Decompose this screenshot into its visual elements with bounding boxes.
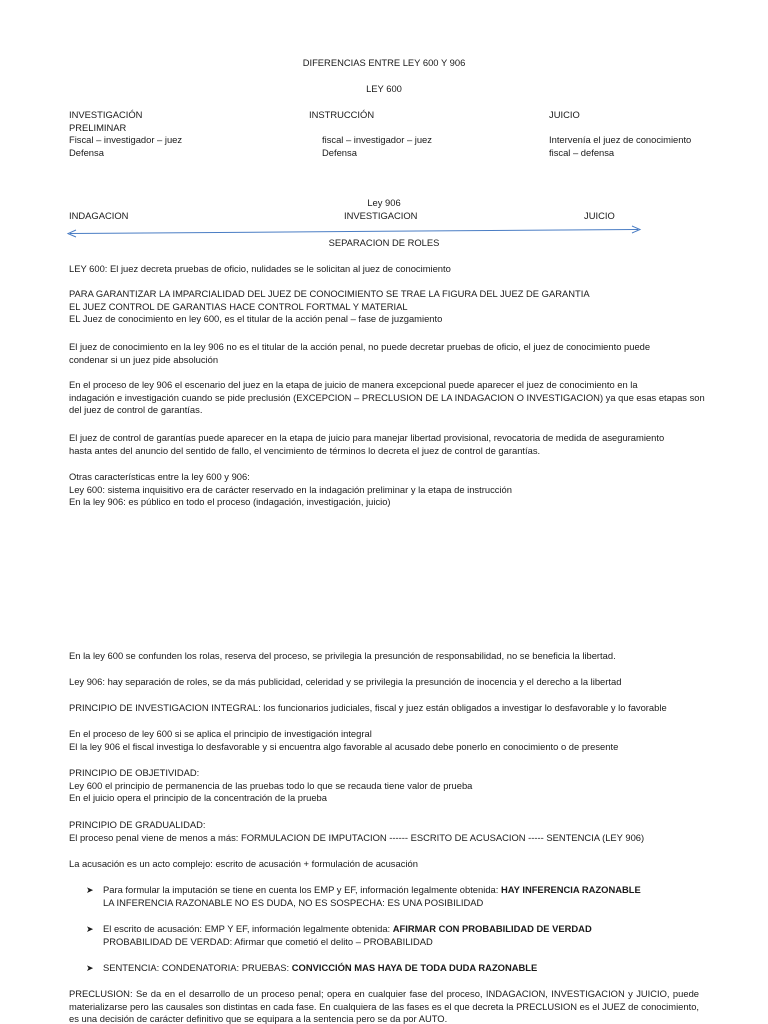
paragraph-control-garantias bbox=[69, 432, 699, 457]
arrow-bullet-icon: ➤ bbox=[86, 885, 94, 895]
paragraph-juez-906 bbox=[69, 341, 699, 366]
arrow-bullet-icon: ➤ bbox=[86, 963, 94, 973]
text-line: En el proceso de ley 906 el escenario del juez en la etapa de juicio de manera excepcional puede aparecer el juez de conocimiento en la bbox=[69, 379, 638, 390]
text-line: indagación e investigación cuando se pide preclusión (EXCEPCION – PRECLUSION DE LA INDAGACION O INVESTIGACION) ya que esas etapas son bbox=[69, 391, 705, 403]
text-line: Ley 600: sistema inquisitivo era de carácter reservado en la indagación preliminar y la etapa de instrucción bbox=[69, 483, 512, 495]
column-investigacion-title-2: PRELIMINAR bbox=[69, 122, 127, 133]
bullet-text-line2: PROBABILIDAD DE VERDAD: Afirmar que cometió el delito – PROBABILIDAD bbox=[103, 935, 433, 947]
text-line: EL Juez de conocimiento en ley 600, es el titular de la acción penal – fase de juzgamiento bbox=[69, 313, 443, 325]
column-investigacion-line1: Fiscal – investigador – juez bbox=[69, 134, 183, 145]
text-line: En la ley 906: es público en todo el proceso (indagación, investigación, juicio) bbox=[69, 496, 391, 508]
paragraph-gradualidad bbox=[69, 819, 699, 844]
paragraph-ley600-pruebas bbox=[69, 263, 699, 276]
text-line: PRINCIPIO DE GRADUALIDAD: bbox=[69, 819, 206, 830]
bullet-text: El escrito de acusación: EMP Y EF, información legalmente obtenida: AFIRMAR CON PROBABILIDAD DE VERDAD bbox=[103, 923, 592, 934]
ley600-heading: LEY 600 bbox=[366, 83, 402, 94]
text-line: El juez de control de garantías puede aparecer en la etapa de juicio para manejar libertad provisional, revocatoria de medida de aseguramiento bbox=[69, 432, 665, 443]
paragraph-investigacion-integral-detalle bbox=[69, 728, 699, 753]
paragraph-ley906-roles bbox=[69, 676, 699, 689]
column-instruccion-title: INSTRUCCIÓN bbox=[309, 109, 375, 120]
ley906-heading: Ley 906 bbox=[367, 197, 401, 208]
text-line: Ley 600 el principio de permanencia de las pruebas todo lo que se recauda tiene valor de prueba bbox=[69, 779, 473, 791]
stage-indagacion: INDAGACION bbox=[69, 210, 129, 221]
text-line: EL JUEZ CONTROL DE GARANTIAS HACE CONTROL FORTMAL Y MATERIAL bbox=[69, 300, 408, 312]
text-line: El la ley 906 el fiscal investiga lo desfavorable y si encuentra algo favorable al acusado debe ponerlo en conocimiento o de presente bbox=[69, 740, 619, 752]
text-line: En el proceso de ley 600 si se aplica el principio de investigación integral bbox=[69, 728, 372, 739]
text-line: La acusación es un acto complejo: escrito de acusación + formulación de acusación bbox=[69, 858, 418, 869]
column-juicio-line1: Intervenía el juez de conocimiento bbox=[549, 134, 692, 145]
arrow-label: SEPARACION DE ROLES bbox=[328, 237, 440, 248]
column-investigacion-line2: Defensa bbox=[69, 147, 104, 158]
text-line: PRINCIPIO DE INVESTIGACION INTEGRAL: los funcionarios judiciales, fiscal y juez están obligados a investigar lo desfavorable y lo favorable bbox=[69, 702, 667, 713]
arrow-bullet-icon: ➤ bbox=[86, 924, 94, 934]
text-line: PRINCIPIO DE OBJETIVIDAD: bbox=[69, 767, 200, 778]
text-line: del juez de control de garantías. bbox=[69, 404, 203, 416]
stage-investigacion: INVESTIGACION bbox=[344, 210, 418, 221]
column-juicio-title: JUICIO bbox=[549, 109, 580, 120]
text-block: PRECLUSION: Se da en el desarrollo de un proceso penal; opera en cualquier fase del proceso, INDAGACION, INVESTIGACION y JUICIO, puede materializarse pero las causales son distintas en cada fase. En cualquiera de las fases es el que decreta la PRECLUSION es el JUEZ de conocimiento, es una decisión de carácter definitivo que se equipara a la sentencia pero se da por AUTO. bbox=[69, 988, 699, 1024]
text-line: En el juicio opera el principio de la concentración de la prueba bbox=[69, 792, 327, 804]
paragraph-otras-caracteristicas bbox=[69, 471, 699, 509]
bullet-text: Para formular la imputación se tiene en cuenta los EMP y EF, información legalmente obtenida: HAY INFERENCIA RAZONABLE bbox=[103, 884, 641, 895]
column-instruccion-line2: Defensa bbox=[322, 147, 357, 158]
text-line: Otras características entre la ley 600 y 906: bbox=[69, 471, 250, 482]
stage-juicio: JUICIO bbox=[584, 210, 615, 221]
text-line: Ley 906: hay separación de roles, se da más publicidad, celeridad y se privilegia la presunción de inocencia y el derecho a la libertad bbox=[69, 676, 622, 687]
text-line: El juez de conocimiento en la ley 906 no es el titular de la acción penal, no puede decretar pruebas de oficio, el juez de conocimiento puede bbox=[69, 341, 651, 352]
column-instruccion-line1: fiscal – investigador – juez bbox=[322, 134, 432, 145]
text-line: condenar si un juez pide absolución bbox=[69, 353, 219, 365]
paragraph-objetividad bbox=[69, 767, 699, 805]
paragraph-acusacion bbox=[69, 858, 699, 871]
paragraph-garantias bbox=[69, 288, 699, 326]
paragraph-investigacion-integral bbox=[69, 702, 699, 715]
text-line: hasta antes del anuncio del sentido de fallo, el vencimiento de términos lo decreta el juez de control de garantías. bbox=[69, 444, 541, 456]
text-line: PARA GARANTIZAR LA IMPARCIALIDAD DEL JUEZ DE CONOCIMIENTO SE TRAE LA FIGURA DEL JUEZ DE GARANTIA bbox=[69, 288, 590, 299]
bullet-text-line2: LA INFERENCIA RAZONABLE NO ES DUDA, NO ES SOSPECHA: ES UNA POSIBILIDAD bbox=[103, 896, 484, 908]
bullet-text: SENTENCIA: CONDENATORIA: PRUEBAS: CONVICCIÓN MAS HAYA DE TODA DUDA RAZONABLE bbox=[103, 962, 538, 973]
column-investigacion-title: INVESTIGACIÓN bbox=[69, 109, 143, 120]
paragraph-escenario-juez bbox=[69, 379, 705, 417]
paragraph-ley600-roles bbox=[69, 650, 699, 663]
arrow-line bbox=[70, 230, 638, 234]
column-juicio-line2: fiscal – defensa bbox=[549, 147, 615, 158]
paragraph-preclusion bbox=[69, 988, 699, 1024]
text-line: En la ley 600 se confunden los rolas, reserva del proceso, se privilegia la presunción de responsabilidad, no se beneficia la libertad. bbox=[69, 650, 616, 661]
document-title: DIFERENCIAS ENTRE LEY 600 Y 906 bbox=[302, 57, 466, 68]
text-line: LEY 600: El juez decreta pruebas de oficio, nulidades se le solicitan al juez de conocimiento bbox=[69, 263, 451, 274]
text-line: El proceso penal viene de menos a más: FORMULACION DE IMPUTACION ------ ESCRITO DE ACUSACION ----- SENTENCIA (LEY 906) bbox=[69, 831, 645, 843]
